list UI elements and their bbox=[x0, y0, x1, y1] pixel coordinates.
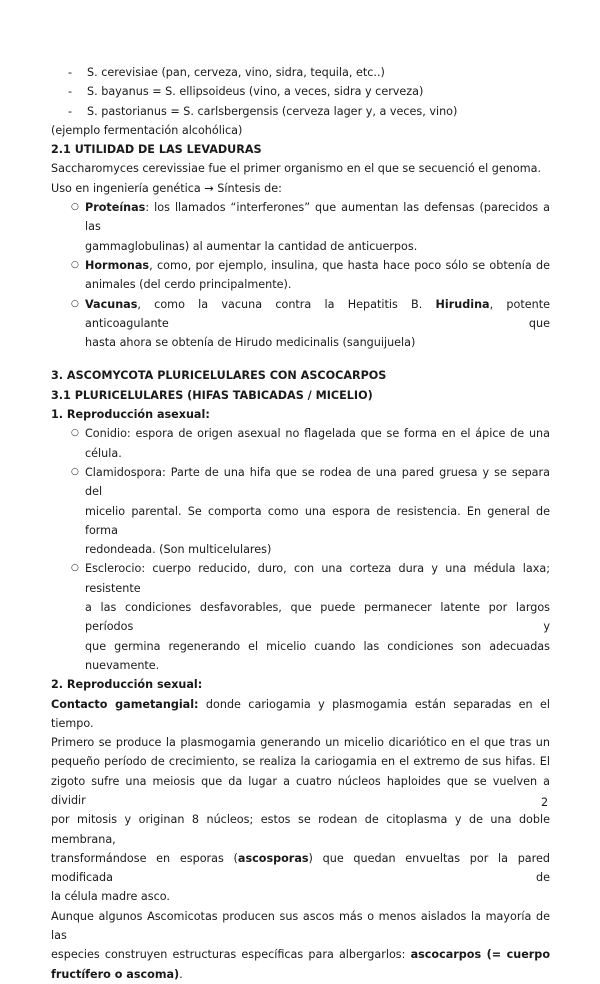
circle-bullet-icon: ○ bbox=[71, 466, 79, 477]
list-item: ○ Vacunas, como la vacuna contra la Hepatitis B. Hirudina, potente anticoagulante que hasta ahora se obtenía de Hirudo medicinalis (sanguijuela) bbox=[51, 295, 550, 353]
section-heading: 2.1 UTILIDAD DE LAS LEVADURAS bbox=[51, 143, 262, 157]
list-item: ○ Proteínas: los llamados “interferones” que aumentan las defensas (parecidos a las gammaglobulinas) al aumentar la cantidad de anticuerpos. bbox=[51, 198, 550, 256]
section-heading: 3. ASCOMYCOTA PLURICELULARES CON ASCOCARPOS bbox=[51, 369, 387, 383]
circle-bullet-icon: ○ bbox=[71, 259, 79, 270]
example-note: (ejemplo fermentación alcohólica) bbox=[51, 123, 243, 137]
paragraph: Aunque algunos Ascomicotas producen sus ascos más o menos aislados la mayoría de las especies construyen estructuras específicas para albergarlos: ascocarpos (= cuerpo fructífero o ascoma). bbox=[51, 909, 550, 981]
list-item: ○ Conidio: espora de origen asexual no flagelada que se forma en el ápice de una célula. bbox=[51, 424, 550, 463]
circle-bullet-icon: ○ bbox=[71, 298, 79, 309]
subsection-heading: 1. Reproducción asexual: bbox=[51, 408, 210, 422]
list-item: - S. bayanus = S. ellipsoideus (vino, a veces, sidra y cerveza) bbox=[68, 85, 424, 99]
list-item: - S. pastorianus = S. carlsbergensis (cerveza lager y, a veces, vino) bbox=[68, 104, 458, 118]
circle-bullet-icon: ○ bbox=[71, 428, 79, 439]
paragraph: Saccharomyces cerevissiae fue el primer organismo en el que se secuenció el genoma. bbox=[51, 162, 542, 176]
list-item: ○ Hormonas, como, por ejemplo, insulina, que hasta hace poco sólo se obtenía de animales (del cerdo principalmente). bbox=[51, 256, 550, 295]
section-heading: 3.1 PLURICELULARES (HIFAS TABICADAS / MICELIO) bbox=[51, 388, 373, 402]
page-number: 2 bbox=[541, 796, 549, 809]
circle-bullet-icon: ○ bbox=[71, 202, 79, 213]
list-item: ○ Esclerocio: cuerpo reducido, duro, con una corteza dura y una médula laxa; resistente a las condiciones desfavorables, que puede permanecer latente por largos períodos y que germina regenerando el micelio cuando las condiciones son adecuadas nuevamente. bbox=[51, 559, 550, 675]
subsection-heading: 2. Reproducción sexual: bbox=[51, 678, 203, 692]
document-page bbox=[51, 63, 550, 984]
paragraph: Contacto gametangial: donde cariogamia y plasmogamia están separadas en el tiempo. Primero se produce la plasmogamia generando un micelio dicariótico en el que tras un pequeño período de crecimiento, se realiza la cariogamia en el extremo de sus hifas. El zigoto sufre una meiosis que da lugar a cuatro núcleos haploides que se vuelven a dividir por mitosis y originan 8 núcleos; estos se rodean de citoplasma y de una doble membrana, transformándose en esporas (ascosporas) que quedan envueltas por la pared modificada de la célula madre asco. bbox=[51, 697, 551, 904]
list-item: - S. cerevisiae (pan, cerveza, vino, sidra, tequila, etc..) bbox=[68, 66, 385, 79]
list-item: ○ Clamidospora: Parte de una hifa que se rodea de una pared gruesa y se separa del micelio parental. Se comporta como una espora de resistencia. En general de forma redondeada. (Son multicelulares) bbox=[51, 463, 550, 559]
circle-bullet-icon: ○ bbox=[71, 563, 79, 574]
paragraph: Uso en ingeniería genética → Síntesis de: bbox=[51, 181, 282, 195]
